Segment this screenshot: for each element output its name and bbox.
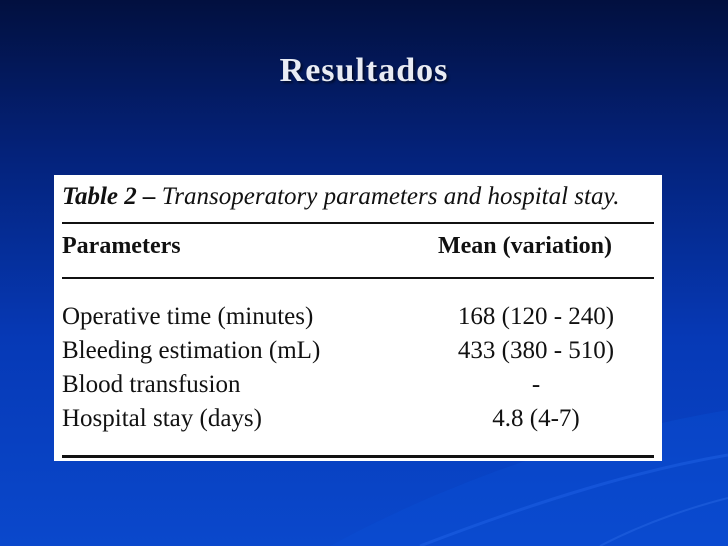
row-value: - bbox=[531, 371, 541, 398]
row-parameter: Blood transfusion bbox=[62, 371, 241, 398]
table-top-rule bbox=[62, 222, 654, 224]
row-parameter: Operative time (minutes) bbox=[62, 303, 314, 330]
table-row bbox=[54, 371, 662, 405]
row-value: 168 (120 - 240) bbox=[457, 303, 615, 330]
table-header-rule bbox=[62, 277, 654, 279]
header-mean-variation: Mean (variation) bbox=[438, 233, 612, 259]
table-row bbox=[54, 303, 662, 337]
table-caption bbox=[62, 183, 619, 211]
header-parameters: Parameters bbox=[62, 233, 181, 259]
slide-title: Resultados bbox=[279, 52, 449, 89]
row-value: 4.8 (4-7) bbox=[492, 405, 580, 432]
row-parameter: Bleeding estimation (mL) bbox=[62, 337, 321, 364]
table-row bbox=[54, 405, 662, 439]
table-row bbox=[54, 337, 662, 371]
table-bottom-rule bbox=[62, 455, 654, 458]
table-caption-text: Transoperatory parameters and hospital stay. bbox=[155, 183, 620, 210]
row-parameter: Hospital stay (days) bbox=[62, 405, 262, 432]
results-table bbox=[54, 175, 662, 461]
table-caption-label: Table 2 – bbox=[62, 183, 156, 210]
row-value: 433 (380 - 510) bbox=[457, 337, 615, 364]
